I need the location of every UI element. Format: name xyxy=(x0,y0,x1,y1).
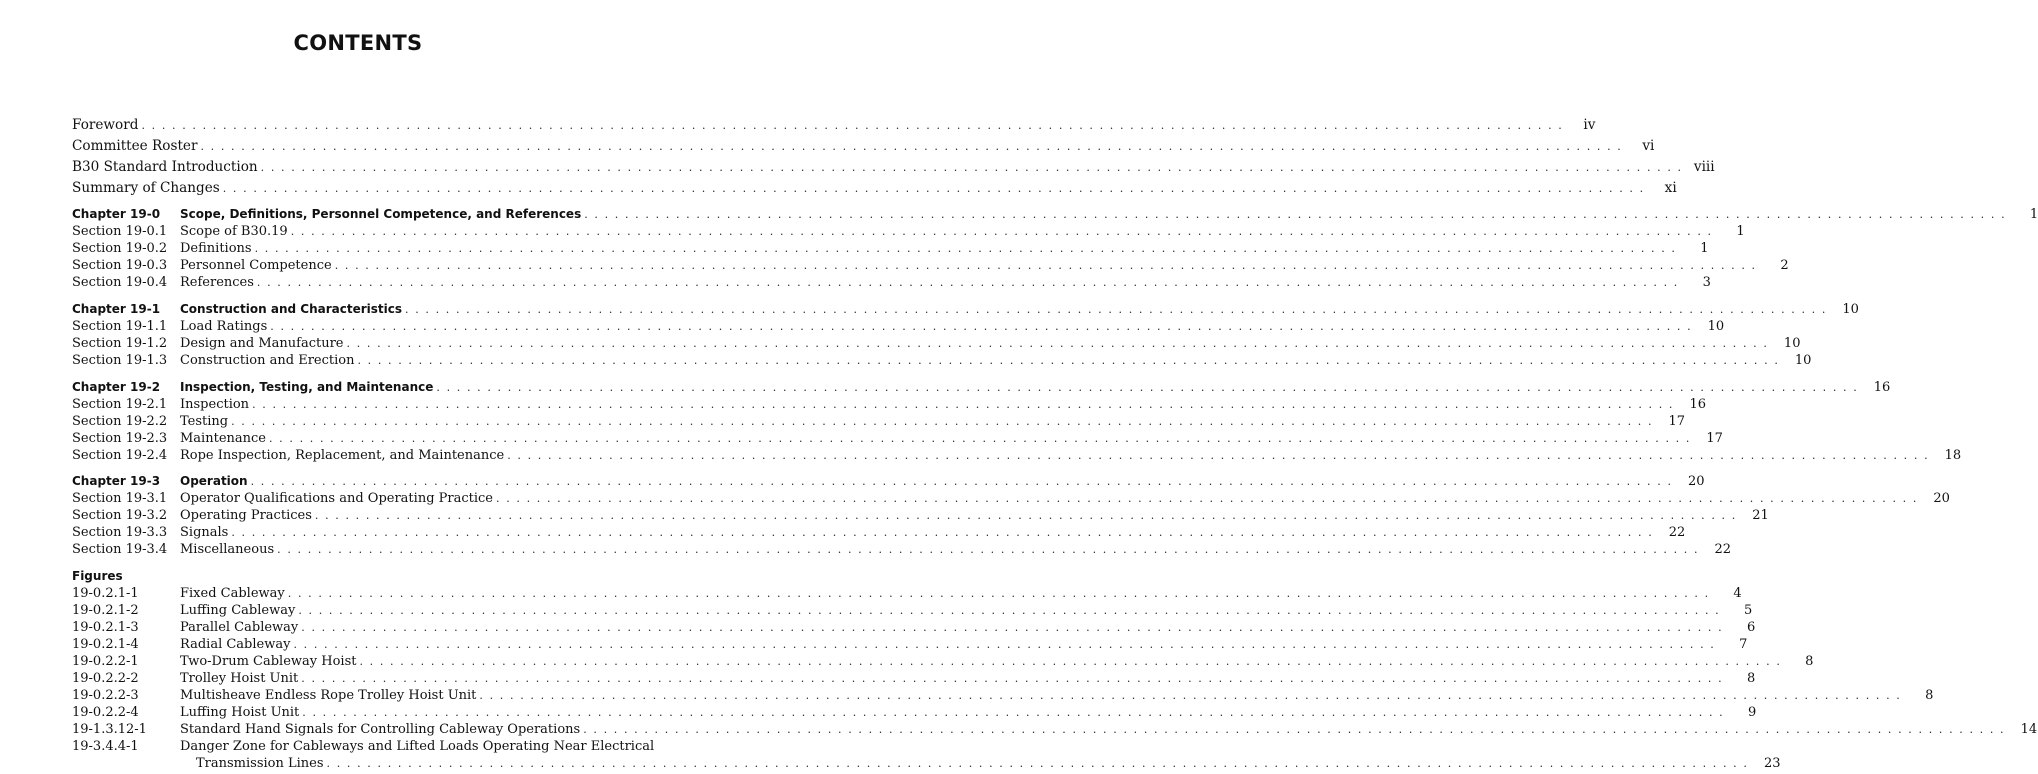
dot-leader: . . . . . . . . . . . . . . . . . . . . . . . . . . . . . . . . . . . . . . . . . . . . . . . . . . . . . . . . . . . . . . . . . . . . . . . . . . . . . . . . . . . . . . . . . . . . . . . . . . . . . . . . . . . . . . . . . . . . . . . . . . . . . . . . . . . . . . . . . . . . xyxy=(436,381,1859,394)
dot-leader: . . . . . . . . . . . . . . . . . . . . . . . . . . . . . . . . . . . . . . . . . . . . . . . . . . . . . . . . . . . . . . . . . . . . . . . . . . . . . . . . . . . . . . . . . . . . . . . . . . . . . . . . . . . . . . . . . . . . . . . . . . . . . . . . . . . . . . . . . . . . xyxy=(277,543,1700,556)
entry-number: 19-0.2.2-4 xyxy=(72,705,139,720)
entry-title: Danger Zone for Cableways and Lifted Loads Operating Near Electrical xyxy=(180,739,655,754)
entry-title: Construction and Characteristics xyxy=(180,302,402,316)
page-number: 17 xyxy=(1706,431,1723,446)
entry-number: Section 19-2.2 xyxy=(72,414,168,429)
entry-title: References xyxy=(180,275,254,290)
dot-leader: . . . . . . . . . . . . . . . . . . . . . . . . . . . . . . . . . . . . . . . . . . . . . . . . . . . . . . . . . . . . . . . . . . . . . . . . . . . . . . . . . . . . . . . . . . . . . . . . . . . . . . . . . . . . . . . . . . . . . . . . . . . . . . . . . . . . . . . . . . . . xyxy=(357,354,1780,367)
entry-title: Fixed Cableway xyxy=(180,586,285,601)
entry-title: Design and Manufacture xyxy=(180,336,344,351)
dot-leader: . . . . . . . . . . . . . . . . . . . . . . . . . . . . . . . . . . . . . . . . . . . . . . . . . . . . . . . . . . . . . . . . . . . . . . . . . . . . . . . . . . . . . . . . . . . . . . . . . . . . . . . . . . . . . . . . . . . . . . . . . . . . . . . . . . . . . . . . . . . . xyxy=(301,672,1724,685)
toc-entry-section[interactable] xyxy=(72,491,1950,506)
page-number: 22 xyxy=(1714,542,1732,557)
dot-leader: . . . . . . . . . . . . . . . . . . . . . . . . . . . . . . . . . . . . . . . . . . . . . . . . . . . . . . . . . . . . . . . . . . . . . . . . . . . . . . . . . . . . . . . . . . . . . . . . . . . . . . . . . . . . . . . . . . . . . . . . . . . . . . . . . . . . . . . . . . . . xyxy=(268,432,1691,445)
toc-entry-section[interactable] xyxy=(72,336,1801,351)
entry-title: Parallel Cableway xyxy=(180,620,299,635)
dot-leader: . . . . . . . . . . . . . . . . . . . . . . . . . . . . . . . . . . . . . . . . . . . . . . . . . . . . . . . . . . . . . . . . . . . . . . . . . . . . . . . . . . . . . . . . . . . . . . . . . . . . . . . . . . . . . . . . . . . . . . . . . . . . . . . . . . . . . . . . . . . . xyxy=(298,604,1721,617)
toc-entry-figure[interactable] xyxy=(72,739,680,754)
page-number: 6 xyxy=(1746,620,1756,635)
dot-leader: . . . . . . . . . . . . . . . . . . . . . . . . . . . . . . . . . . . . . . . . . . . . . . . . . . . . . . . . . . . . . . . . . . . . . . . . . . . . . . . . . . . . . . . . . . . . . . . . . . . . . . . . . . . . . . . . . . . . . . . . . . . . . . . . . . . . . . . . . . . . xyxy=(231,526,1654,539)
page-number: 4 xyxy=(1733,586,1742,601)
entry-number: 19-0.2.1-3 xyxy=(72,620,139,635)
entry-title: Construction and Erection xyxy=(180,353,355,368)
page-number: 14 xyxy=(2020,722,2038,737)
page-number: 17 xyxy=(1668,414,1686,429)
entry-title: Signals xyxy=(180,525,229,540)
entry-number: Section 19-3.4 xyxy=(72,542,168,557)
toc-entry-figure[interactable] xyxy=(72,705,1757,720)
entry-number: Section 19-2.4 xyxy=(72,448,168,463)
entry-title: Miscellaneous xyxy=(180,542,275,557)
toc-entry-figure[interactable] xyxy=(72,688,1934,703)
entry-title: Standard Hand Signals for Controlling Cableway Operations xyxy=(180,722,581,737)
dot-leader: . . . . . . . . . . . . . . . . . . . . . . . . . . . . . . . . . . . . . . . . . . . . . . . . . . . . . . . . . . . . . . . . . . . . . . . . . . . . . . . . . . . . . . . . . . . . . . . . . . . . . . . . . . . . . . . . . . . . . . . . . . . . . . . . . . . . . . . . . . . . xyxy=(359,655,1782,668)
entry-number: 19-0.2.1-2 xyxy=(72,603,139,618)
toc-entry-section[interactable] xyxy=(72,224,1745,239)
entry-number: Section 19-0.2 xyxy=(72,241,168,256)
page-number: 8 xyxy=(1925,688,1934,703)
entry-number: Section 19-2.1 xyxy=(72,397,168,412)
entry-number: Section 19-0.1 xyxy=(72,224,168,239)
toc-entry-section[interactable] xyxy=(72,448,1962,463)
dot-leader: . . . . . . . . . . . . . . . . . . . . . . . . . . . . . . . . . . . . . . . . . . . . . . . . . . . . . . . . . . . . . . . . . . . . . . . . . . . . . . . . . . . . . . . . . . . . . . . . . . . . . . . . . . . . . . . . . . . . . . . . . . . . . . . . . . . . . . . . . . . . xyxy=(250,475,1673,488)
entry-number: Chapter 19-2 xyxy=(72,380,161,394)
figures-heading: Figures xyxy=(72,569,123,583)
page-number: 23 xyxy=(1763,756,1781,771)
page-number: 10 xyxy=(1707,319,1725,334)
page-number: 10 xyxy=(1842,302,1859,317)
toc-entry-section[interactable] xyxy=(72,258,1789,273)
dot-leader: . . . . . . . . . . . . . . . . . . . . . . . . . . . . . . . . . . . . . . . . . . . . . . . . . . . . . . . . . . . . . . . . . . . . . . . . . . . . . . . . . . . . . . . . . . . . . . . . . . . . . . . . . . . . . . . . . . . . . . . . . . . . . . . . . . . . . . . . . . . . xyxy=(200,140,1623,153)
toc-entry-figure[interactable] xyxy=(72,620,1756,635)
entry-number: 19-1.3.12-1 xyxy=(72,722,147,737)
entry-title: Scope of B30.19 xyxy=(180,224,288,239)
toc-entry-chapter[interactable] xyxy=(72,302,1859,317)
toc-entry-chapter[interactable] xyxy=(72,474,1705,489)
dot-leader: . . . . . . . . . . . . . . . . . . . . . . . . . . . . . . . . . . . . . . . . . . . . . . . . . . . . . . . . . . . . . . . . . . . . . . . . . . . . . . . . . . . . . . . . . . . . . . . . . . . . . . . . . . . . . . . . . . . . . . . . . . . . . . . . . . . . . . . . . . . . xyxy=(583,723,2006,736)
page-number: 9 xyxy=(1747,705,1757,720)
entry-number: 19-3.4.4-1 xyxy=(72,739,139,754)
dot-leader: . . . . . . . . . . . . . . . . . . . . . . . . . . . . . . . . . . . . . . . . . . . . . . . . . . . . . . . . . . . . . . . . . . . . . . . . . . . . . . . . . . . . . . . . . . . . . . . . . . . . . . . . . . . . . . . . . . . . . . . . . . . . . . . . . . . . . . . . . . . . xyxy=(141,119,1564,132)
entry-title: Foreword xyxy=(72,117,139,133)
toc-entry-section[interactable] xyxy=(72,542,1732,557)
dot-leader: . . . . . . . . . . . . . . . . . . . . . . . . . . . . . . . . . . . . . . . . . . . . . . . . . . . . . . . . . . . . . . . . . . . . . . . . . . . . . . . . . . . . . . . . . . . . . . . . . . . . . . . . . . . . . . . . . . . . . . . . . . . . . . . . . . . . . . . . . . . . xyxy=(287,587,1710,600)
dot-leader: . . . . . . . . . . . . . . . . . . . . . . . . . . . . . . . . . . . . . . . . . . . . . . . . . . . . . . . . . . . . . . . . . . . . . . . . . . . . . . . . . . . . . . . . . . . . . . . . . . . . . . . . . . . . . . . . . . . . . . . . . . . . . . . . . . . . . . . . . . . . xyxy=(293,638,1716,651)
page-number: 16 xyxy=(1873,380,1891,395)
entry-title: Load Ratings xyxy=(180,319,268,334)
entry-title: Testing xyxy=(180,414,229,429)
toc-entry-figure[interactable] xyxy=(72,586,1742,601)
entry-number: Section 19-2.3 xyxy=(72,431,168,446)
entry-title: Multisheave Endless Rope Trolley Hoist Unit xyxy=(180,688,477,703)
dot-leader: . . . . . . . . . . . . . . . . . . . . . . . . . . . . . . . . . . . . . . . . . . . . . . . . . . . . . . . . . . . . . . . . . . . . . . . . . . . . . . . . . . . . . . . . . . . . . . . . . . . . . . . . . . . . . . . . . . . . . . . . . . . . . . . . . . . . . . . . . . . . xyxy=(254,242,1677,255)
toc-entry-section[interactable] xyxy=(72,397,1707,412)
dot-leader: . . . . . . . . . . . . . . . . . . . . . . . . . . . . . . . . . . . . . . . . . . . . . . . . . . . . . . . . . . . . . . . . . . . . . . . . . . . . . . . . . . . . . . . . . . . . . . . . . . . . . . . . . . . . . . . . . . . . . . . . . . . . . . . . . . . . . . . . . . . . xyxy=(496,492,1918,505)
toc-entry-section[interactable] xyxy=(72,353,1812,368)
dot-leader: . . . . . . . . . . . . . . . . . . . . . . . . . . . . . . . . . . . . . . . . . . . . . . . . . . . . . . . . . . . . . . . . . . . . . . . . . . . . . . . . . . . . . . . . . . . . . . . . . . . . . . . . . . . . . . . . . . . . . . . . . . . . . . . . . . . . . . . . . . . . xyxy=(302,706,1725,719)
dot-leader: . . . . . . . . . . . . . . . . . . . . . . . . . . . . . . . . . . . . . . . . . . . . . . . . . . . . . . . . . . . . . . . . . . . . . . . . . . . . . . . . . . . . . . . . . . . . . . . . . . . . . . . . . . . . . . . . . . . . . . . . . . . . . . . . . . . . . . . . . . . . xyxy=(231,415,1654,428)
entry-title: Personnel Competence xyxy=(180,258,332,273)
dot-leader: . . . . . . . . . . . . . . . . . . . . . . . . . . . . . . . . . . . . . . . . . . . . . . . . . . . . . . . . . . . . . . . . . . . . . . . . . . . . . . . . . . . . . . . . . . . . . . . . . . . . . . . . . . . . . . . . . . . . . . . . . . . . . . . . . . . . . . . . . . . . xyxy=(405,303,1827,316)
page-number: 7 xyxy=(1739,637,1748,652)
toc-entry-front-matter[interactable] xyxy=(72,117,1596,133)
entry-number: Chapter 19-1 xyxy=(72,302,161,316)
dot-leader: . . . . . . . . . . . . . . . . . . . . . . . . . . . . . . . . . . . . . . . . . . . . . . . . . . . . . . . . . . . . . . . . . . . . . . . . . . . . . . . . . . . . . . . . . . . . . . . . . . . . . . . . . . . . . . . . . . . . . . . . . . . . . . . . . . . . . . . . . . . . xyxy=(290,225,1713,238)
page-number: viii xyxy=(1693,159,1715,175)
entry-number: Section 19-0.3 xyxy=(72,258,168,273)
dot-leader: . . . . . . . . . . . . . . . . . . . . . . . . . . . . . . . . . . . . . . . . . . . . . . . . . . . . . . . . . . . . . . . . . . . . . . . . . . . . . . . . . . . . . . . . . . . . . . . . . . . . . . . . . . . . . . . . . . . . . . . . . . . . . . . . . . . . . . . . . . . . xyxy=(507,449,1930,462)
entry-title: Transmission Lines xyxy=(196,756,324,771)
entry-number: 19-0.2.2-1 xyxy=(72,654,139,669)
page-number: 2 xyxy=(1780,258,1789,273)
entry-title: B30 Standard Introduction xyxy=(72,159,258,175)
entry-title: Operator Qualifications and Operating Practice xyxy=(180,491,493,506)
toc-entry-chapter[interactable] xyxy=(72,207,2038,222)
entry-number: 19-0.2.1-1 xyxy=(72,586,139,601)
toc-entry-figure[interactable] xyxy=(72,637,1748,652)
toc-entry-section[interactable] xyxy=(72,508,1769,523)
dot-leader: . . . . . . . . . . . . . . . . . . . . . . . . . . . . . . . . . . . . . . . . . . . . . . . . . . . . . . . . . . . . . . . . . . . . . . . . . . . . . . . . . . . . . . . . . . . . . . . . . . . . . . . . . . . . . . . . . . . . . . . . . . . . . . . . . . . . . . . . . . . . xyxy=(301,621,1724,634)
page-number: 3 xyxy=(1702,275,1711,290)
entry-number: 19-0.2.1-4 xyxy=(72,637,139,652)
toc-entry-figure[interactable] xyxy=(72,603,1753,618)
entry-title: Operation xyxy=(180,474,248,488)
page-number: 18 xyxy=(1944,448,1962,463)
entry-number: Section 19-1.3 xyxy=(72,353,168,368)
toc-entry-front-matter[interactable] xyxy=(72,159,1715,175)
toc-entry-figure[interactable] xyxy=(72,671,1756,686)
page-number: 21 xyxy=(1752,508,1769,523)
entry-number: Section 19-3.1 xyxy=(72,491,168,506)
dot-leader: . . . . . . . . . . . . . . . . . . . . . . . . . . . . . . . . . . . . . . . . . . . . . . . . . . . . . . . . . . . . . . . . . . . . . . . . . . . . . . . . . . . . . . . . . . . . . . . . . . . . . . . . . . . . . . . . . . . . . . . . . . . . . . . . . . . . . . . . . . . . xyxy=(314,509,1737,522)
entry-number: Chapter 19-0 xyxy=(72,207,161,221)
page-number: 22 xyxy=(1668,525,1686,540)
page-number: 20 xyxy=(1933,491,1950,506)
entry-title: Maintenance xyxy=(180,431,266,446)
dot-leader: . . . . . . . . . . . . . . . . . . . . . . . . . . . . . . . . . . . . . . . . . . . . . . . . . . . . . . . . . . . . . . . . . . . . . . . . . . . . . . . . . . . . . . . . . . . . . . . . . . . . . . . . . . . . . . . . . . . . . . . . . . . . . . . . . . . . . . . . . . . . xyxy=(584,208,2007,221)
toc-entry-section[interactable] xyxy=(72,319,1725,334)
page-number: 8 xyxy=(1805,654,1814,669)
entry-title: Scope, Definitions, Personnel Competence, and References xyxy=(180,207,582,221)
entry-title: Radial Cableway xyxy=(180,637,291,652)
toc-entry-section[interactable] xyxy=(72,241,1709,256)
page-number: 16 xyxy=(1689,397,1707,412)
entry-number: Chapter 19-3 xyxy=(72,474,161,488)
entry-title: Inspection xyxy=(180,397,250,412)
entry-title: Summary of Changes xyxy=(72,180,220,196)
page-number: iv xyxy=(1583,117,1596,133)
page-number: 1 xyxy=(1736,224,1745,239)
toc-entry-front-matter[interactable] xyxy=(72,180,1677,196)
entry-number: Section 19-0.4 xyxy=(72,275,168,290)
entry-number: Section 19-1.1 xyxy=(72,319,168,334)
toc-entry-front-matter[interactable] xyxy=(72,138,1655,154)
page-number: 1 xyxy=(1700,241,1709,256)
entry-title: Definitions xyxy=(180,241,252,256)
toc-entry-section[interactable] xyxy=(72,525,1686,540)
entry-number: 19-0.2.2-3 xyxy=(72,688,139,703)
dot-leader: . . . . . . . . . . . . . . . . . . . . . . . . . . . . . . . . . . . . . . . . . . . . . . . . . . . . . . . . . . . . . . . . . . . . . . . . . . . . . . . . . . . . . . . . . . . . . . . . . . . . . . . . . . . . . . . . . . . . . . . . . . . . . . . . . . . . . . . . . . . . xyxy=(334,259,1757,272)
page-number: 8 xyxy=(1746,671,1756,686)
toc-entry-figure[interactable] xyxy=(72,654,1814,669)
entry-title: Committee Roster xyxy=(72,138,198,154)
entry-title: Inspection, Testing, and Maintenance xyxy=(180,380,434,394)
dot-leader: . . . . . . . . . . . . . . . . . . . . . . . . . . . . . . . . . . . . . . . . . . . . . . . . . . . . . . . . . . . . . . . . . . . . . . . . . . . . . . . . . . . . . . . . . . . . . . . . . . . . . . . . . . . . . . . . . . . . . . . . . . . . . . . . . . . . . . . . . . . . xyxy=(256,276,1679,289)
dot-leader: . . . . . . . . . . . . . . . . . . . . . . . . . . . . . . . . . . . . . . . . . . . . . . . . . . . . . . . . . . . . . . . . . . . . . . . . . . . . . . . . . . . . . . . . . . . . . . . . . . . . . . . . . . . . . . . . . . . . . . . . . . . . . . . . . . . . . . . . . . . . xyxy=(346,337,1769,350)
dot-leader: . . . . . . . . . . . . . . . . . . . . . . . . . . . . . . . . . . . . . . . . . . . . . . . . . . . . . . . . . . . . . . . . . . . . . . . . . . . . . . . . . . . . . . . . . . . . . . . . . . . . . . . . . . . . . . . . . . . . . . . . . . . . . . . . . . . . . . . . . . . . xyxy=(222,182,1645,195)
dot-leader: . . . . . . . . . . . . . . . . . . . . . . . . . . . . . . . . . . . . . . . . . . . . . . . . . . . . . . . . . . . . . . . . . . . . . . . . . . . . . . . . . . . . . . . . . . . . . . . . . . . . . . . . . . . . . . . . . . . . . . . . . . . . . . . . . . . . . . . . . . . . xyxy=(260,161,1683,174)
entry-title: Luffing Cableway xyxy=(180,603,296,618)
entry-number: 19-0.2.2-2 xyxy=(72,671,139,686)
page-number: xi xyxy=(1664,180,1677,196)
dot-leader: . . . . . . . . . . . . . . . . . . . . . . . . . . . . . . . . . . . . . . . . . . . . . . . . . . . . . . . . . . . . . . . . . . . . . . . . . . . . . . . . . . . . . . . . . . . . . . . . . . . . . . . . . . . . . . . . . . . . . . . . . . . . . . . . . . . . . . . . . . . . xyxy=(479,689,1902,702)
dot-leader: . . . . . . . . . . . . . . . . . . . . . . . . . . . . . . . . . . . . . . . . . . . . . . . . . . . . . . . . . . . . . . . . . . . . . . . . . . . . . . . . . . . . . . . . . . . . . . . . . . . . . . . . . . . . . . . . . . . . . . . . . . . . . . . . . . . . . . . . . . . . xyxy=(326,757,1749,770)
page-number: 5 xyxy=(1744,603,1753,618)
entry-title: Rope Inspection, Replacement, and Maintenance xyxy=(180,448,505,463)
entry-title: Two-Drum Cableway Hoist xyxy=(180,654,357,669)
page-title: CONTENTS xyxy=(293,31,423,55)
entry-title: Luffing Hoist Unit xyxy=(180,705,300,720)
dot-leader: . . . . . . . . . . . . . . . . . . . . . . . . . . . . . . . . . . . . . . . . . . . . . . . . . . . . . . . . . . . . . . . . . . . . . . . . . . . . . . . . . . . . . . . . . . . . . . . . . . . . . . . . . . . . . . . . . . . . . . . . . . . . . . . . . . . . . . . . . . . . xyxy=(252,398,1675,411)
dot-leader: . . . . . . . . . . . . . . . . . . . . . . . . . . . . . . . . . . . . . . . . . . . . . . . . . . . . . . . . . . . . . . . . . . . . . . . . . . . . . . . . . . . . . . . . . . . . . . . . . . . . . . . . . . . . . . . . . . . . . . . . . . . . . . . . . . . . . . . . . . . . xyxy=(270,320,1693,333)
toc-entry-figure[interactable] xyxy=(72,722,2038,737)
entry-title: Trolley Hoist Unit xyxy=(180,671,299,686)
toc-entry-figure-continuation[interactable] xyxy=(196,756,1781,771)
page-number: 10 xyxy=(1783,336,1801,351)
entry-title: Operating Practices xyxy=(180,508,312,523)
toc-entry-section[interactable] xyxy=(72,414,1686,429)
entry-number: Section 19-3.2 xyxy=(72,508,168,523)
page-number: 20 xyxy=(1688,474,1705,489)
toc-entry-section[interactable] xyxy=(72,431,1723,446)
page-number: 1 xyxy=(2029,207,2038,222)
page-number: 10 xyxy=(1794,353,1812,368)
page-number: vi xyxy=(1642,138,1655,154)
toc-entry-section[interactable] xyxy=(72,275,1711,290)
entry-number: Section 19-1.2 xyxy=(72,336,168,351)
toc-entry-chapter[interactable] xyxy=(72,380,1891,395)
entry-number: Section 19-3.3 xyxy=(72,525,168,540)
